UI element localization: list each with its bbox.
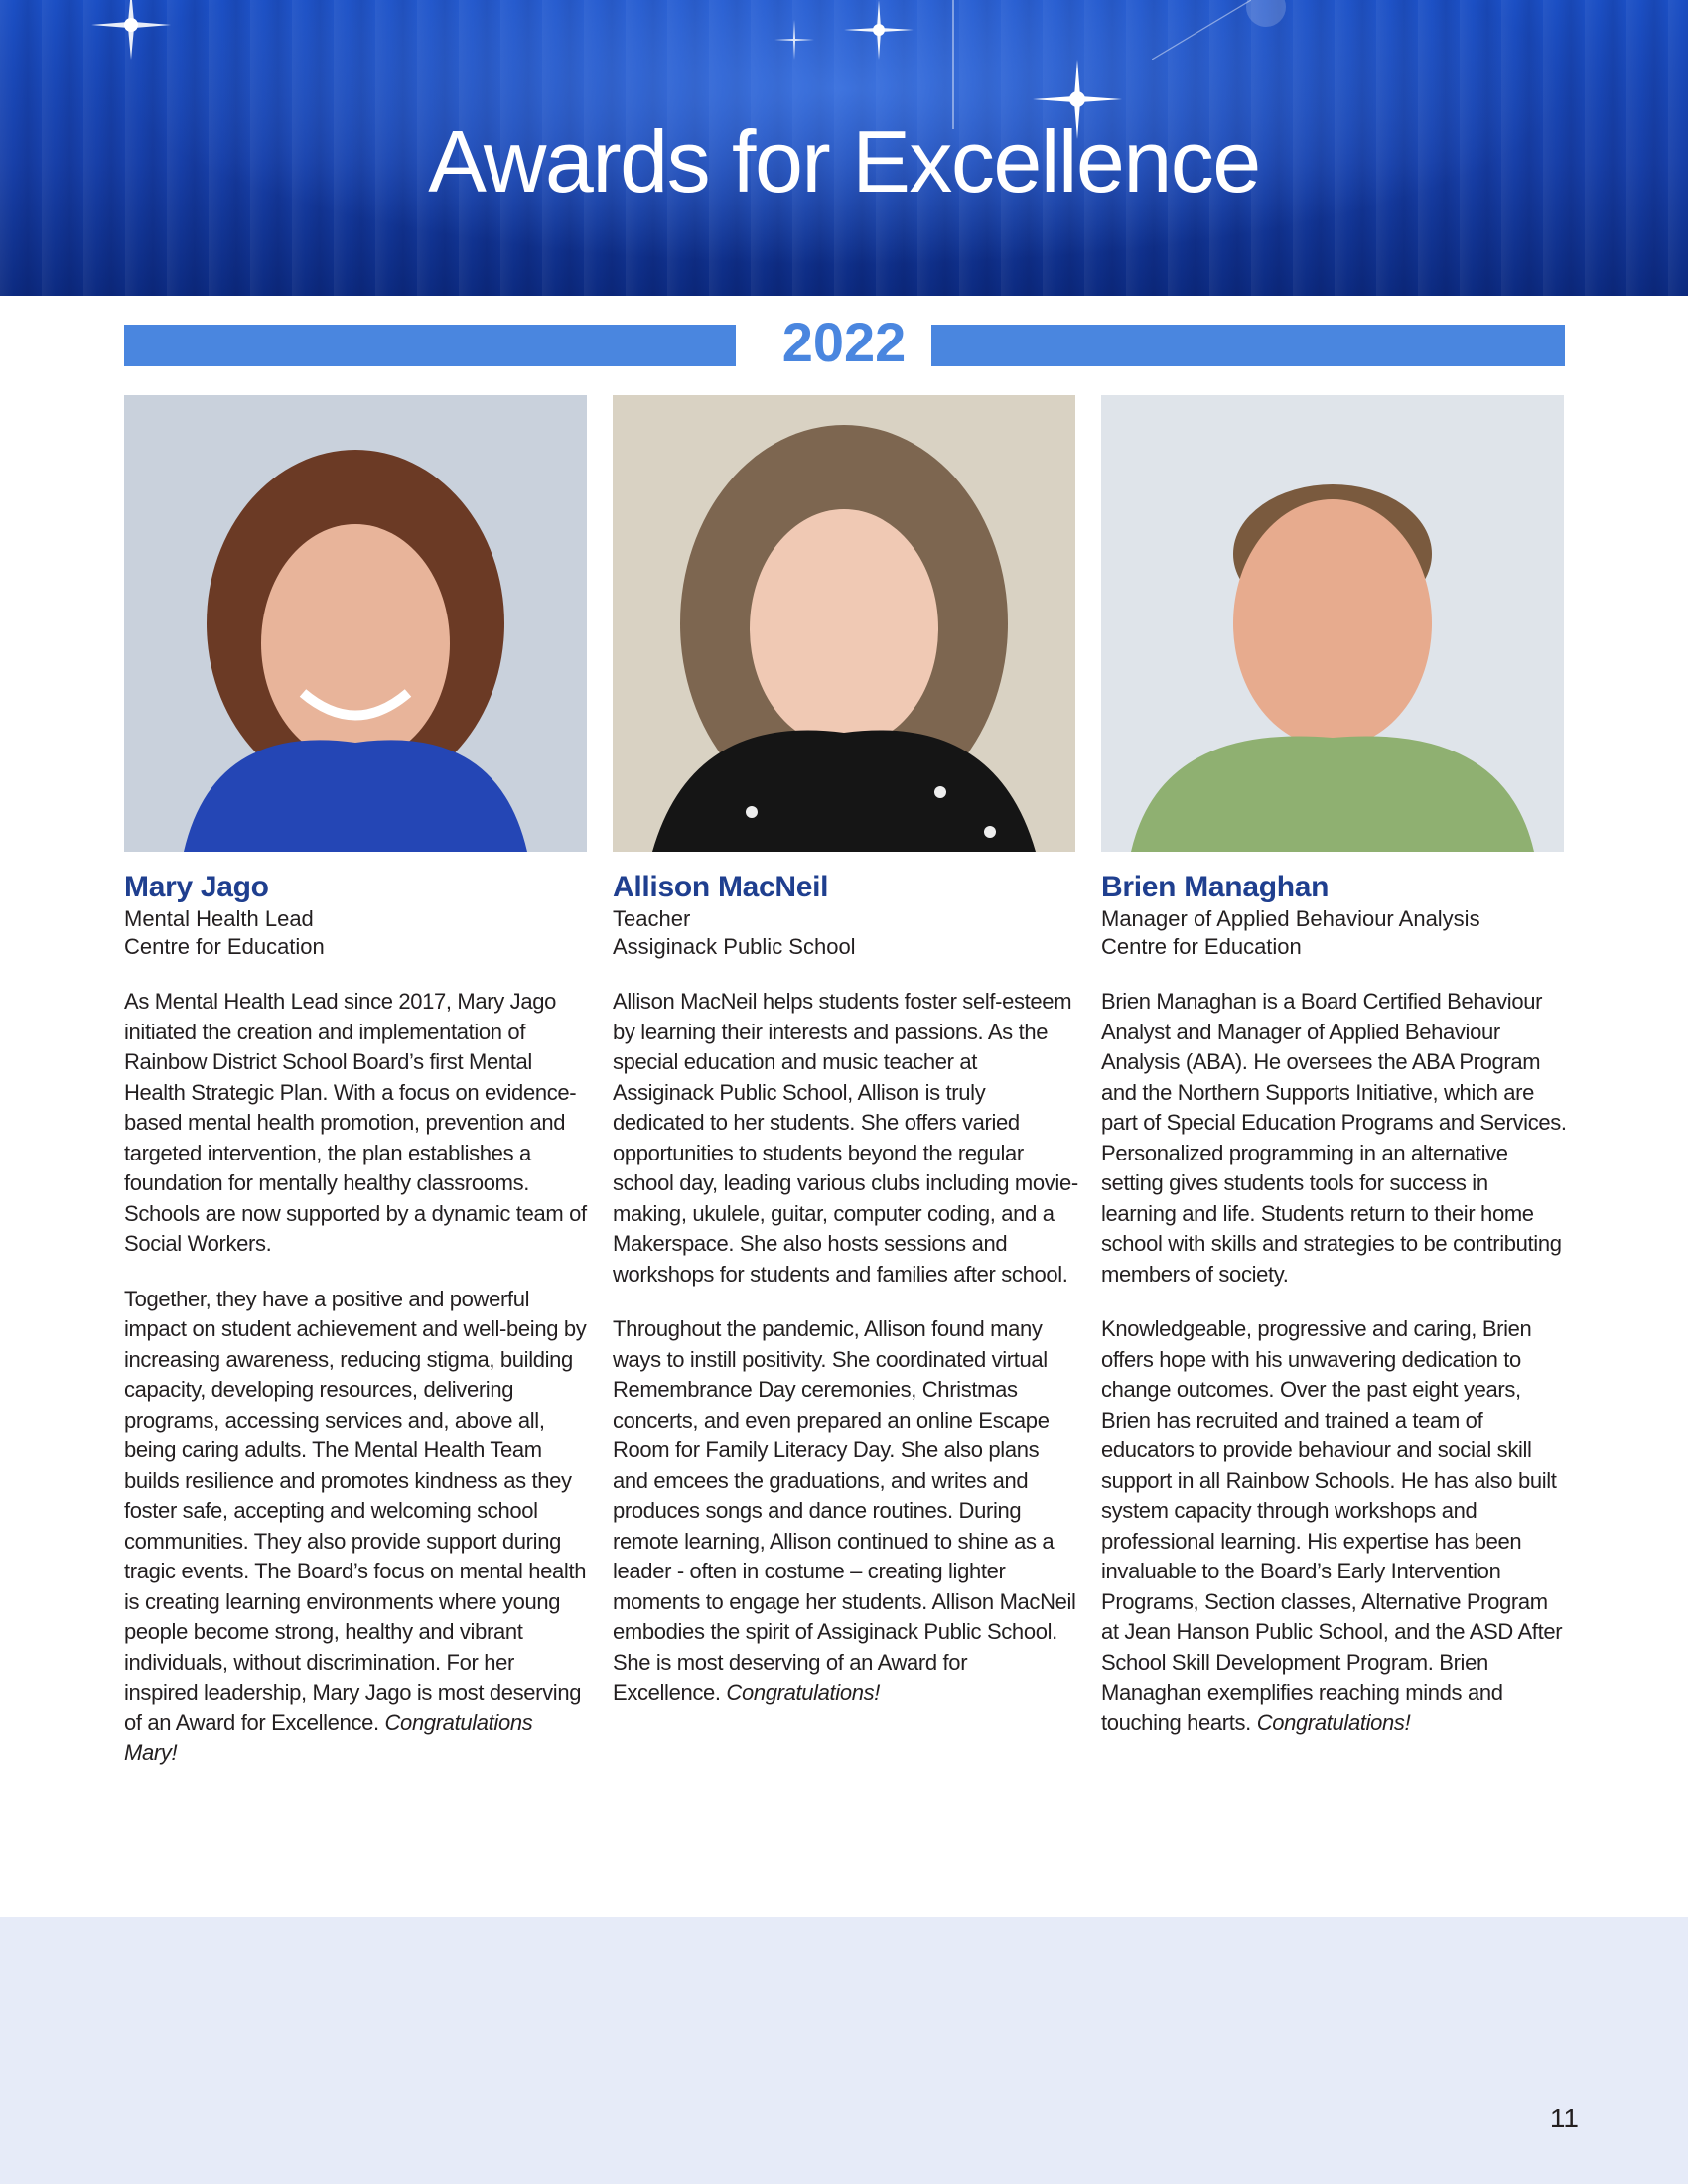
closing-line: Congratulations!	[1256, 1709, 1411, 1735]
year-rule-right	[931, 325, 1565, 366]
recipient-card-2	[613, 870, 1079, 1708]
recipient-role: Manager of Applied Behaviour Analysis	[1101, 906, 1480, 931]
recipient-description: Allison MacNeil helps students foster self-esteem by learning their interests and passions. As the special education and music teacher at Assiginack Public School, Allison is truly dedicated to her students. She offers varied opportunities to students beyond the regular school day, leading various clubs including movie-making, ukulele, guitar, computer coding, and a Makerspace. She also hosts sessions and workshops for students and families after school.	[613, 989, 1078, 1287]
recipient-organization: Centre for Education	[1101, 934, 1302, 959]
recipient-photo-1	[124, 395, 587, 852]
closing-line: Congratulations Mary!	[124, 1709, 533, 1765]
recipient-role: Mental Health Lead	[124, 906, 314, 931]
page-number: 11	[1549, 2103, 1579, 2133]
recipient-description: Knowledgeable, progressive and caring, Brien offers hope with his unwavering dedication to change outcomes. Over the past eight years, Brien has recruited and trained a team of educators to provide behaviour and social skill support in all Rainbow Schools. He has also built system capacity through workshops and professional learning. His expertise has been invaluable to the Board’s Early Intervention Programs, Section classes, Alternative Program at Jean Hanson Public School, and the ASD After School Skill Development Program. Brien Managhan exemplifies reaching minds and touching hearts. Congratulations!	[1101, 1316, 1563, 1735]
page-title: Awards for Excellence	[428, 112, 1260, 210]
recipient-name: Mary Jago	[124, 871, 269, 903]
footer-band	[0, 1917, 1688, 2184]
light-streak	[1152, 0, 1251, 60]
sparkle-icon	[844, 0, 914, 60]
recipient-photo-3	[1101, 395, 1564, 852]
recipient-name: Allison MacNeil	[613, 871, 829, 903]
recipient-photo-2	[613, 395, 1075, 852]
awards-banner	[0, 0, 1688, 296]
year-rule-left	[124, 325, 736, 366]
recipient-description: Together, they have a positive and powerful impact on student achievement and well-being by increasing awareness, reducing stigma, building capacity, developing resources, delivering programs, accessing services and, above all, being caring adults. The Mental Health Team builds resilience and promotes kindness as they foster safe, accepting and welcoming school communities. They also provide support during tragic events. The Board’s focus on mental health is creating learning environments where young people become strong, healthy and vibrant individuals, without discrimination. For her inspired leadership, Mary Jago is most deserving of an Award for Excellence. Congratulations Mary!	[124, 1286, 587, 1765]
recipient-name: Brien Managhan	[1101, 871, 1330, 903]
year-heading: 2022	[781, 311, 907, 373]
sparkle-icon	[91, 0, 171, 60]
recipient-card-1	[124, 870, 591, 1769]
recipient-role: Teacher	[613, 906, 691, 931]
recipient-description: Throughout the pandemic, Allison found many ways to instill positivity. She coordinated virtual Remembrance Day ceremonies, Christmas concerts, and even prepared an online Escape Room for Family Literacy Day. She also plans and emcees the graduations, and writes and produces songs and dance routines. During remote learning, Allison continued to shine as a leader - often in costume – creating lighter moments to engage her students. Allison MacNeil embodies the spirit of Assiginack Public School. She is most deserving of an Award for Excellence. Congratulations!	[613, 1316, 1076, 1705]
recipient-organization: Centre for Education	[124, 934, 325, 959]
recipient-organization: Assiginack Public School	[613, 934, 856, 959]
closing-line: Congratulations!	[726, 1680, 881, 1705]
light-streak	[933, 0, 973, 129]
recipient-card-3	[1101, 870, 1568, 1738]
recipient-description: As Mental Health Lead since 2017, Mary Jago initiated the creation and implementation of Rainbow District School Board’s first Mental Health Strategic Plan. With a focus on evidence-based mental health promotion, prevention and targeted intervention, the plan establishes a foundation for mentally healthy classrooms. Schools are now supported by a dynamic team of Social Workers.	[124, 989, 587, 1256]
recipient-description: Brien Managhan is a Board Certified Behaviour Analyst and Manager of Applied Behaviour Analysis (ABA). He oversees the ABA Program and the Northern Supports Initiative, which are part of Special Education Programs and Services. Personalized programming in an alternative setting gives students tools for success in learning and life. Students return to their home school with skills and strategies to be contributing members of society.	[1101, 989, 1567, 1287]
sparkle-icon	[774, 20, 814, 60]
